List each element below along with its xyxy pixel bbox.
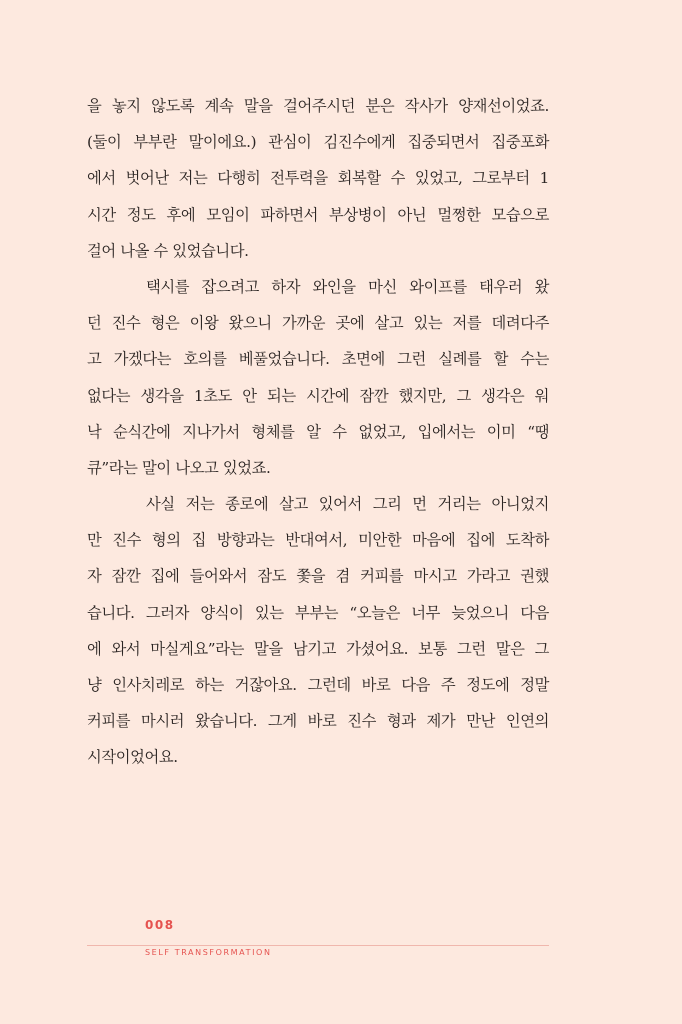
text-line: 에 와서 마실게요”라는 말을 남기고 가셨어요. 보통 그런 말은 그 [87,639,549,658]
text-line: 을 놓지 않도록 계속 말을 걸어주시던 분은 작사가 양재선이었죠. [87,97,549,115]
text-line: 만 진수 형의 집 방향과는 반대여서, 미안한 마음에 집에 도착하 [87,531,549,550]
text-line: 에서 벗어난 저는 다행히 전투력을 회복할 수 있었고, 그로부터 1 [87,169,549,188]
text-line: 고 가겠다는 호의를 베풀었습니다. 초면에 그런 실례를 할 수는 [87,350,549,369]
body-text [87,88,549,776]
paragraph [87,486,549,776]
paragraph [87,88,549,269]
text-line: 없다는 생각을 1초도 안 되는 시간에 잠깐 했지만, 그 생각은 워 [87,386,549,405]
text-line: (둘이 부부란 말이에요.) 관심이 김진수에게 집중되면서 집중포화 [87,133,549,152]
paragraph [87,269,549,486]
text-line: 택시를 잡으려고 하자 와인을 마신 와이프를 태우러 왔 [146,277,549,296]
text-line: 커피를 마시러 왔습니다. 그게 바로 진수 형과 제가 만난 인연의 [87,712,549,731]
text-line: 습니다. 그러자 양식이 있는 부부는 “오늘은 너무 늦었으니 다음 [87,603,549,622]
text-line: 큐”라는 말이 나오고 있었죠. [87,458,271,477]
text-line: 자 잠깐 집에 들어와서 잠도 쫓을 겸 커피를 마시고 가라고 권했 [87,567,549,586]
text-line: 시간 정도 후에 모임이 파하면서 부상병이 아닌 멀쩡한 모습으로 [87,205,549,224]
text-line: 냥 인사치레로 하는 거잖아요. 그런데 바로 다음 주 정도에 정말 [87,676,549,694]
text-line: 던 진수 형은 이왕 왔으니 가까운 곳에 살고 있는 저를 데려다주 [87,314,549,333]
footer-divider [87,945,549,946]
text-line: 시작이었어요. [87,748,178,767]
running-footer-label: SELF TRANSFORMATION [145,948,272,957]
page-number: 008 [145,918,175,932]
text-line: 걸어 나올 수 있었습니다. [87,241,249,260]
text-line: 사실 저는 종로에 살고 있어서 그리 먼 거리는 아니었지 [146,495,549,514]
text-line: 낙 순식간에 지나가서 형체를 알 수 없었고, 입에서는 이미 “땡 [87,422,549,441]
